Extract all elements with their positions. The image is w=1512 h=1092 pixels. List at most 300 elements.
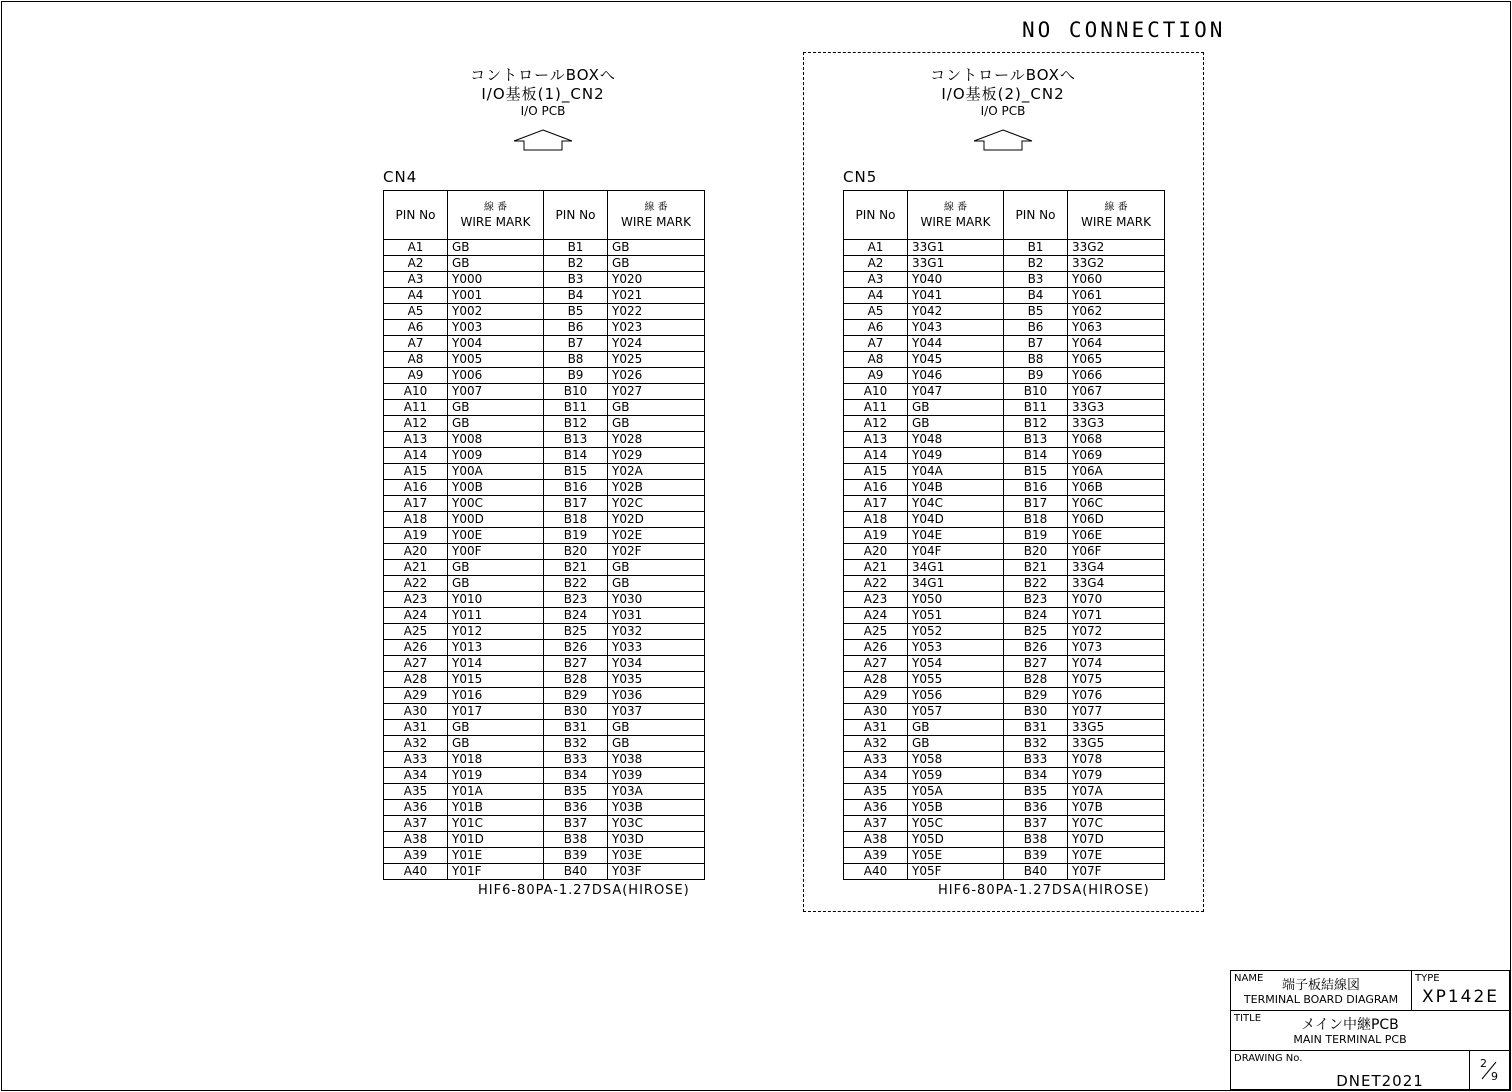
wire-mark-cell: Y053 bbox=[908, 640, 1004, 656]
pin-number-cell: B15 bbox=[544, 464, 608, 480]
pin-number-cell: A26 bbox=[844, 640, 908, 656]
drawing-frame bbox=[1, 1, 1511, 1091]
pin-number-cell: B23 bbox=[544, 592, 608, 608]
wire-mark-cell: 33G4 bbox=[1068, 560, 1165, 576]
pin-number-cell: B21 bbox=[1004, 560, 1068, 576]
wire-mark-cell: 33G2 bbox=[1068, 240, 1165, 256]
pin-number-cell: A8 bbox=[844, 352, 908, 368]
pin-number-cell: A2 bbox=[384, 256, 448, 272]
cn4-label: CN4 bbox=[383, 168, 418, 186]
pin-number-cell: A19 bbox=[384, 528, 448, 544]
pin-number-cell: B35 bbox=[1004, 784, 1068, 800]
wire-mark-cell: Y05B bbox=[908, 800, 1004, 816]
pin-number-cell: A2 bbox=[844, 256, 908, 272]
pin-number-cell: B37 bbox=[1004, 816, 1068, 832]
wire-mark-cell: Y06C bbox=[1068, 496, 1165, 512]
wire-mark-cell: Y079 bbox=[1068, 768, 1165, 784]
wire-mark-cell: Y06A bbox=[1068, 464, 1165, 480]
wire-mark-cell: Y005 bbox=[448, 352, 544, 368]
pin-number-cell: B1 bbox=[544, 240, 608, 256]
wire-mark-cell: Y041 bbox=[908, 288, 1004, 304]
cn4-pin-table bbox=[383, 190, 705, 880]
wire-mark-cell: Y00A bbox=[448, 464, 544, 480]
pin-number-cell: B15 bbox=[1004, 464, 1068, 480]
pin-number-cell: B14 bbox=[544, 448, 608, 464]
wire-mark-cell: Y07D bbox=[1068, 832, 1165, 848]
pin-number-cell: B12 bbox=[1004, 416, 1068, 432]
wire-mark-cell: Y01F bbox=[448, 864, 544, 880]
wire-mark-cell: Y01D bbox=[448, 832, 544, 848]
wire-mark-cell: Y03B bbox=[608, 800, 705, 816]
pin-number-cell: A37 bbox=[384, 816, 448, 832]
pin-number-cell: B29 bbox=[1004, 688, 1068, 704]
wire-mark-cell: Y051 bbox=[908, 608, 1004, 624]
pin-number-cell: B35 bbox=[544, 784, 608, 800]
wire-mark-cell: GB bbox=[908, 720, 1004, 736]
pin-number-cell: A25 bbox=[384, 624, 448, 640]
table-row bbox=[384, 816, 705, 832]
table-row bbox=[384, 368, 705, 384]
table-row bbox=[844, 624, 1165, 640]
wire-mark-cell: Y065 bbox=[1068, 352, 1165, 368]
pin-number-cell: B37 bbox=[544, 816, 608, 832]
table-row bbox=[384, 448, 705, 464]
pin-number-cell: B26 bbox=[1004, 640, 1068, 656]
table-row bbox=[844, 576, 1165, 592]
table-row bbox=[844, 528, 1165, 544]
wire-mark-cell: Y03A bbox=[608, 784, 705, 800]
pin-number-cell: B23 bbox=[1004, 592, 1068, 608]
cn4-dest-line3: I/O PCB bbox=[520, 104, 566, 118]
pin-number-cell: B38 bbox=[1004, 832, 1068, 848]
drawing-cell bbox=[1230, 1050, 1470, 1090]
pin-number-cell: B31 bbox=[544, 720, 608, 736]
table-row bbox=[844, 608, 1165, 624]
wire-mark-cell: Y05A bbox=[908, 784, 1004, 800]
wire-mark-cell: Y06F bbox=[1068, 544, 1165, 560]
pin-number-cell: A3 bbox=[384, 272, 448, 288]
pin-number-cell: B39 bbox=[1004, 848, 1068, 864]
pin-number-cell: B17 bbox=[544, 496, 608, 512]
pin-number-cell: B6 bbox=[544, 320, 608, 336]
wire-mark-cell: Y058 bbox=[908, 752, 1004, 768]
table-header-row bbox=[384, 191, 705, 240]
wire-mark-cell: GB bbox=[608, 256, 705, 272]
drawing-caption: DRAWING No. bbox=[1234, 1053, 1303, 1064]
table-row bbox=[844, 384, 1165, 400]
wire-mark-cell: Y030 bbox=[608, 592, 705, 608]
wire-mark-cell: GB bbox=[448, 240, 544, 256]
table-row bbox=[844, 448, 1165, 464]
table-row bbox=[844, 272, 1165, 288]
pin-number-cell: B5 bbox=[544, 304, 608, 320]
wire-mark-cell: Y042 bbox=[908, 304, 1004, 320]
wire-mark-cell: GB bbox=[608, 560, 705, 576]
table-row bbox=[844, 288, 1165, 304]
wire-mark-cell: 33G3 bbox=[1068, 416, 1165, 432]
pin-number-cell: B2 bbox=[544, 256, 608, 272]
wire-mark-header bbox=[448, 191, 544, 240]
table-row bbox=[844, 496, 1165, 512]
wire-mark-cell: Y002 bbox=[448, 304, 544, 320]
pin-number-cell: B5 bbox=[1004, 304, 1068, 320]
table-row bbox=[384, 656, 705, 672]
pin-number-cell: A35 bbox=[844, 784, 908, 800]
pin-number-cell: B19 bbox=[544, 528, 608, 544]
pin-number-cell: B1 bbox=[1004, 240, 1068, 256]
pin-number-cell: B30 bbox=[544, 704, 608, 720]
wire-mark-cell: Y02C bbox=[608, 496, 705, 512]
wire-mark-cell: Y026 bbox=[608, 368, 705, 384]
cn4-part-number: HIF6-80PA-1.27DSA(HIROSE) bbox=[478, 883, 690, 898]
wire-mark-cell: Y029 bbox=[608, 448, 705, 464]
wire-mark-cell: Y073 bbox=[1068, 640, 1165, 656]
wire-mark-cell: Y031 bbox=[608, 608, 705, 624]
title-en: MAIN TERMINAL PCB bbox=[1293, 1033, 1407, 1046]
table-row bbox=[384, 384, 705, 400]
wire-mark-cell: Y052 bbox=[908, 624, 1004, 640]
wire-mark-cell: Y067 bbox=[1068, 384, 1165, 400]
table-row bbox=[384, 672, 705, 688]
wire-mark-cell: Y04C bbox=[908, 496, 1004, 512]
title-caption: TITLE bbox=[1234, 1013, 1262, 1024]
wire-mark-cell: Y060 bbox=[1068, 272, 1165, 288]
pin-number-cell: A29 bbox=[844, 688, 908, 704]
wire-mark-cell: Y01C bbox=[448, 816, 544, 832]
wire-mark-cell: Y07C bbox=[1068, 816, 1165, 832]
wire-mark-cell: Y049 bbox=[908, 448, 1004, 464]
table-row bbox=[384, 848, 705, 864]
pin-number-cell: A34 bbox=[844, 768, 908, 784]
pin-number-cell: B27 bbox=[544, 656, 608, 672]
pin-number-cell: B4 bbox=[1004, 288, 1068, 304]
wire-mark-header-en: WIRE MARK bbox=[621, 215, 691, 229]
wire-mark-cell: Y07E bbox=[1068, 848, 1165, 864]
table-row bbox=[844, 704, 1165, 720]
wire-mark-cell: Y038 bbox=[608, 752, 705, 768]
table-row bbox=[844, 656, 1165, 672]
wire-mark-cell: Y007 bbox=[448, 384, 544, 400]
table-row bbox=[844, 336, 1165, 352]
wire-mark-cell: Y032 bbox=[608, 624, 705, 640]
pin-number-cell: B7 bbox=[544, 336, 608, 352]
table-row bbox=[384, 272, 705, 288]
wire-mark-cell: Y00B bbox=[448, 480, 544, 496]
table-row bbox=[384, 704, 705, 720]
pin-number-cell: B22 bbox=[544, 576, 608, 592]
pin-number-cell: B21 bbox=[544, 560, 608, 576]
sheet-number: 2 bbox=[1480, 1057, 1487, 1070]
table-row bbox=[844, 368, 1165, 384]
wire-mark-cell: 33G4 bbox=[1068, 576, 1165, 592]
wire-mark-header-jp: 線 番 bbox=[483, 202, 508, 213]
pin-number-cell: A25 bbox=[844, 624, 908, 640]
pin-number-cell: A16 bbox=[844, 480, 908, 496]
name-en: TERMINAL BOARD DIAGRAM bbox=[1243, 993, 1399, 1006]
wire-mark-cell: Y016 bbox=[448, 688, 544, 704]
pin-number-cell: A7 bbox=[384, 336, 448, 352]
pin-number-cell: A3 bbox=[844, 272, 908, 288]
table-row bbox=[844, 544, 1165, 560]
table-row bbox=[844, 768, 1165, 784]
cn5-dest-line2: I/O基板(2)_CN2 bbox=[941, 85, 1065, 103]
wire-mark-cell: Y009 bbox=[448, 448, 544, 464]
wire-mark-cell: Y033 bbox=[608, 640, 705, 656]
wire-mark-cell: Y05D bbox=[908, 832, 1004, 848]
table-row bbox=[844, 672, 1165, 688]
pin-number-cell: A1 bbox=[844, 240, 908, 256]
table-row bbox=[384, 416, 705, 432]
table-row bbox=[384, 784, 705, 800]
title-cell bbox=[1230, 1010, 1510, 1051]
pin-number-cell: B11 bbox=[1004, 400, 1068, 416]
drawing-number: DNET2021 bbox=[1336, 1072, 1424, 1090]
wire-mark-header-en: WIRE MARK bbox=[920, 215, 991, 229]
pin-number-cell: A31 bbox=[844, 720, 908, 736]
wire-mark-cell: Y02A bbox=[608, 464, 705, 480]
table-row bbox=[384, 720, 705, 736]
table-row bbox=[384, 304, 705, 320]
wire-mark-cell: Y06D bbox=[1068, 512, 1165, 528]
table-row bbox=[844, 752, 1165, 768]
pin-number-cell: A35 bbox=[384, 784, 448, 800]
wire-mark-cell: GB bbox=[608, 400, 705, 416]
wire-mark-cell: Y021 bbox=[608, 288, 705, 304]
pin-number-cell: A7 bbox=[844, 336, 908, 352]
wire-mark-cell: 33G1 bbox=[908, 240, 1004, 256]
wire-mark-cell: Y01B bbox=[448, 800, 544, 816]
table-row bbox=[844, 256, 1165, 272]
pin-number-cell: A18 bbox=[844, 512, 908, 528]
cn5-up-arrow-icon bbox=[970, 128, 1036, 154]
wire-mark-cell: Y06E bbox=[1068, 528, 1165, 544]
wire-mark-cell: Y055 bbox=[908, 672, 1004, 688]
wire-mark-cell: Y00F bbox=[448, 544, 544, 560]
pin-number-cell: B33 bbox=[1004, 752, 1068, 768]
wire-mark-cell: Y070 bbox=[1068, 592, 1165, 608]
wire-mark-cell: GB bbox=[908, 400, 1004, 416]
pin-number-cell: A24 bbox=[384, 608, 448, 624]
pin-number-cell: A15 bbox=[844, 464, 908, 480]
wire-mark-cell: Y040 bbox=[908, 272, 1004, 288]
pin-number-cell: B29 bbox=[544, 688, 608, 704]
pin-number-cell: A13 bbox=[844, 432, 908, 448]
pin-number-cell: A33 bbox=[384, 752, 448, 768]
wire-mark-cell: Y056 bbox=[908, 688, 1004, 704]
pin-number-cell: A12 bbox=[844, 416, 908, 432]
wire-mark-cell: Y04D bbox=[908, 512, 1004, 528]
table-row bbox=[384, 560, 705, 576]
pin-number-cell: B19 bbox=[1004, 528, 1068, 544]
table-row bbox=[844, 640, 1165, 656]
pin-number-cell: B24 bbox=[1004, 608, 1068, 624]
wire-mark-cell: Y050 bbox=[908, 592, 1004, 608]
pin-number-cell: A20 bbox=[384, 544, 448, 560]
wire-mark-cell: Y06B bbox=[1068, 480, 1165, 496]
pin-number-cell: B32 bbox=[1004, 736, 1068, 752]
pin-number-cell: B34 bbox=[544, 768, 608, 784]
title-block bbox=[1230, 970, 1510, 1090]
cn4-dest-line2: I/O基板(1)_CN2 bbox=[481, 85, 605, 103]
pin-number-cell: A38 bbox=[844, 832, 908, 848]
pin-number-cell: B30 bbox=[1004, 704, 1068, 720]
pin-number-cell: B40 bbox=[1004, 864, 1068, 880]
wire-mark-cell: Y054 bbox=[908, 656, 1004, 672]
pin-number-cell: A14 bbox=[384, 448, 448, 464]
cn5-dest-line3: I/O PCB bbox=[980, 104, 1026, 118]
table-row bbox=[844, 480, 1165, 496]
pin-number-cell: B36 bbox=[544, 800, 608, 816]
wire-mark-cell: Y034 bbox=[608, 656, 705, 672]
wire-mark-cell: Y074 bbox=[1068, 656, 1165, 672]
no-connection-note: NO CONNECTION bbox=[1022, 18, 1226, 42]
pin-number-cell: A28 bbox=[844, 672, 908, 688]
pin-number-cell: B20 bbox=[1004, 544, 1068, 560]
wire-mark-cell: Y047 bbox=[908, 384, 1004, 400]
table-row bbox=[384, 800, 705, 816]
pin-number-cell: A9 bbox=[384, 368, 448, 384]
wire-mark-cell: Y05F bbox=[908, 864, 1004, 880]
wire-mark-cell: Y071 bbox=[1068, 608, 1165, 624]
pin-number-cell: B33 bbox=[544, 752, 608, 768]
cn5-dest-line1: コントロールBOXへ bbox=[930, 66, 1076, 84]
cn5-pin-table bbox=[843, 190, 1165, 880]
pin-number-cell: B13 bbox=[544, 432, 608, 448]
pin-number-cell: A8 bbox=[384, 352, 448, 368]
pin-number-cell: B27 bbox=[1004, 656, 1068, 672]
wire-mark-cell: Y024 bbox=[608, 336, 705, 352]
pin-number-cell: A10 bbox=[384, 384, 448, 400]
table-row bbox=[384, 832, 705, 848]
table-row bbox=[844, 784, 1165, 800]
pin-number-cell: A19 bbox=[844, 528, 908, 544]
pin-number-cell: B26 bbox=[544, 640, 608, 656]
pin-number-cell: A24 bbox=[844, 608, 908, 624]
table-row bbox=[384, 288, 705, 304]
pin-number-cell: B17 bbox=[1004, 496, 1068, 512]
wire-mark-cell: 33G5 bbox=[1068, 736, 1165, 752]
wire-mark-cell: Y036 bbox=[608, 688, 705, 704]
pin-number-cell: A21 bbox=[384, 560, 448, 576]
pin-number-cell: A11 bbox=[384, 400, 448, 416]
pin-no-header: PIN No bbox=[844, 191, 908, 240]
table-row bbox=[844, 864, 1165, 880]
table-row bbox=[844, 800, 1165, 816]
name-jp: 端子板結線図 bbox=[1281, 978, 1360, 993]
pin-number-cell: A36 bbox=[384, 800, 448, 816]
wire-mark-cell: Y018 bbox=[448, 752, 544, 768]
pin-number-cell: B34 bbox=[1004, 768, 1068, 784]
wire-mark-cell: Y013 bbox=[448, 640, 544, 656]
wire-mark-cell: Y039 bbox=[608, 768, 705, 784]
wire-mark-cell: Y077 bbox=[1068, 704, 1165, 720]
wire-mark-cell: Y03E bbox=[608, 848, 705, 864]
table-row bbox=[844, 432, 1165, 448]
wire-mark-cell: Y043 bbox=[908, 320, 1004, 336]
wire-mark-cell: Y025 bbox=[608, 352, 705, 368]
pin-number-cell: A36 bbox=[844, 800, 908, 816]
wire-mark-cell: Y04B bbox=[908, 480, 1004, 496]
pin-number-cell: B25 bbox=[544, 624, 608, 640]
pin-number-cell: A40 bbox=[384, 864, 448, 880]
table-row bbox=[384, 864, 705, 880]
wire-mark-cell: GB bbox=[908, 736, 1004, 752]
wire-mark-header-en: WIRE MARK bbox=[460, 215, 531, 229]
table-row bbox=[384, 592, 705, 608]
wire-mark-cell: Y004 bbox=[448, 336, 544, 352]
pin-number-cell: A20 bbox=[844, 544, 908, 560]
wire-mark-cell: Y046 bbox=[908, 368, 1004, 384]
wire-mark-cell: Y008 bbox=[448, 432, 544, 448]
wire-mark-header-jp: 線 番 bbox=[943, 202, 968, 213]
wire-mark-cell: Y028 bbox=[608, 432, 705, 448]
pin-number-cell: A4 bbox=[844, 288, 908, 304]
wire-mark-cell: Y015 bbox=[448, 672, 544, 688]
pin-number-cell: A5 bbox=[384, 304, 448, 320]
wire-mark-cell: GB bbox=[448, 576, 544, 592]
pin-number-cell: B38 bbox=[544, 832, 608, 848]
pin-number-cell: A40 bbox=[844, 864, 908, 880]
wire-mark-cell: Y00E bbox=[448, 528, 544, 544]
table-row bbox=[844, 464, 1165, 480]
wire-mark-cell: Y01E bbox=[448, 848, 544, 864]
pin-number-cell: B2 bbox=[1004, 256, 1068, 272]
wire-mark-cell: Y006 bbox=[448, 368, 544, 384]
wire-mark-cell: Y07B bbox=[1068, 800, 1165, 816]
wire-mark-cell: Y012 bbox=[448, 624, 544, 640]
name-cell bbox=[1230, 970, 1412, 1011]
wire-mark-cell: Y069 bbox=[1068, 448, 1165, 464]
table-header-row bbox=[844, 191, 1165, 240]
table-row bbox=[384, 640, 705, 656]
pin-no-header: PIN No bbox=[384, 191, 448, 240]
cn4-dest-line1: コントロールBOXへ bbox=[470, 66, 616, 84]
cn5-destination bbox=[903, 66, 1103, 118]
table-row bbox=[844, 512, 1165, 528]
wire-mark-cell: Y01A bbox=[448, 784, 544, 800]
pin-number-cell: A30 bbox=[384, 704, 448, 720]
wire-mark-cell: Y03F bbox=[608, 864, 705, 880]
wire-mark-cell: GB bbox=[608, 736, 705, 752]
wire-mark-cell: Y044 bbox=[908, 336, 1004, 352]
wire-mark-cell: Y014 bbox=[448, 656, 544, 672]
table-row bbox=[384, 768, 705, 784]
wire-mark-cell: Y000 bbox=[448, 272, 544, 288]
table-row bbox=[384, 256, 705, 272]
wire-mark-cell: Y00C bbox=[448, 496, 544, 512]
table-row bbox=[384, 576, 705, 592]
cn5-label: CN5 bbox=[843, 168, 878, 186]
wire-mark-cell: Y00D bbox=[448, 512, 544, 528]
pin-number-cell: A17 bbox=[384, 496, 448, 512]
pin-number-cell: B3 bbox=[544, 272, 608, 288]
wire-mark-cell: Y057 bbox=[908, 704, 1004, 720]
wire-mark-cell: GB bbox=[448, 720, 544, 736]
wire-mark-cell: Y072 bbox=[1068, 624, 1165, 640]
table-row bbox=[844, 240, 1165, 256]
sheet-total: 9 bbox=[1491, 1070, 1498, 1083]
pin-number-cell: A38 bbox=[384, 832, 448, 848]
wire-mark-cell: 34G1 bbox=[908, 560, 1004, 576]
title-jp: メイン中継PCB bbox=[1301, 1017, 1399, 1033]
cn4-destination bbox=[443, 66, 643, 118]
wire-mark-cell: Y02D bbox=[608, 512, 705, 528]
wire-mark-cell: Y048 bbox=[908, 432, 1004, 448]
pin-number-cell: A30 bbox=[844, 704, 908, 720]
pin-number-cell: A21 bbox=[844, 560, 908, 576]
wire-mark-cell: Y010 bbox=[448, 592, 544, 608]
wire-mark-cell: Y017 bbox=[448, 704, 544, 720]
